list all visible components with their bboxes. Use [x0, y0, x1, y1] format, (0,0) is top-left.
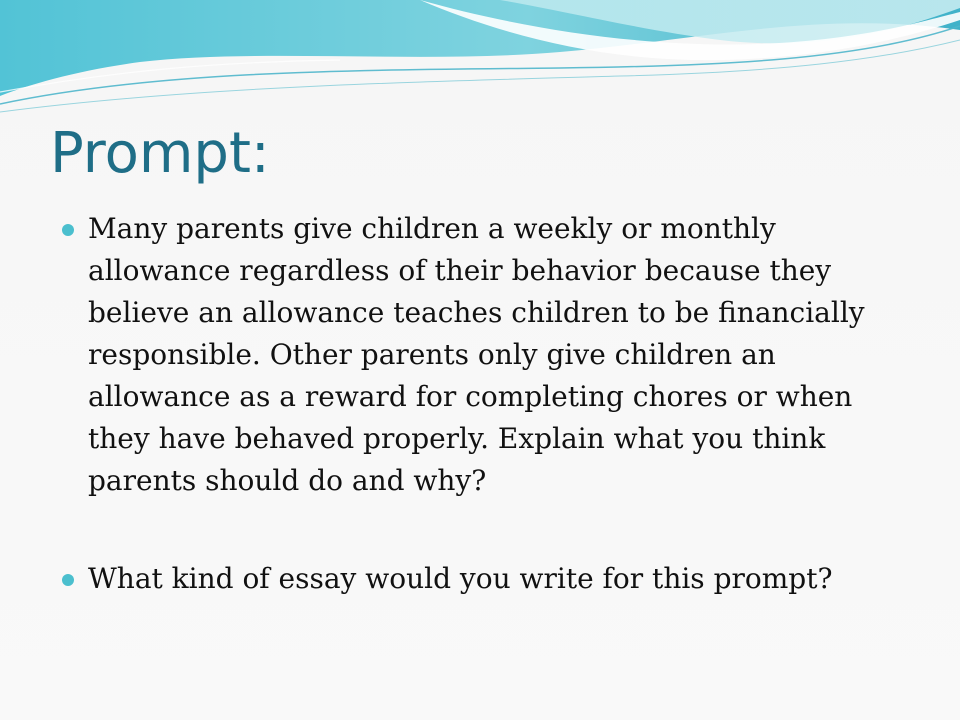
bullet-line: Many parents give children a weekly or monthly [88, 212, 776, 245]
bullet-text [88, 558, 912, 600]
bullet-line: believe an allowance teaches children to be financially [88, 296, 865, 329]
bullet-icon [62, 574, 74, 586]
bullet-item-question [62, 558, 912, 600]
bullet-line: they have behaved properly. Explain what you think [88, 422, 826, 455]
bullet-text [88, 208, 912, 502]
slide-title: Prompt: [50, 121, 270, 186]
bullet-list [62, 208, 912, 600]
bullet-icon [62, 224, 74, 236]
bullet-line: What kind of essay would you write for this prompt? [88, 562, 833, 595]
bullet-item-prompt [62, 208, 912, 502]
bullet-line: allowance as a reward for completing chores or when [88, 380, 853, 413]
bullet-line: responsible. Other parents only give children an [88, 338, 776, 371]
decorative-wave-header [0, 0, 960, 130]
bullet-line: parents should do and why? [88, 464, 487, 497]
bullet-line: allowance regardless of their behavior because they [88, 254, 832, 287]
